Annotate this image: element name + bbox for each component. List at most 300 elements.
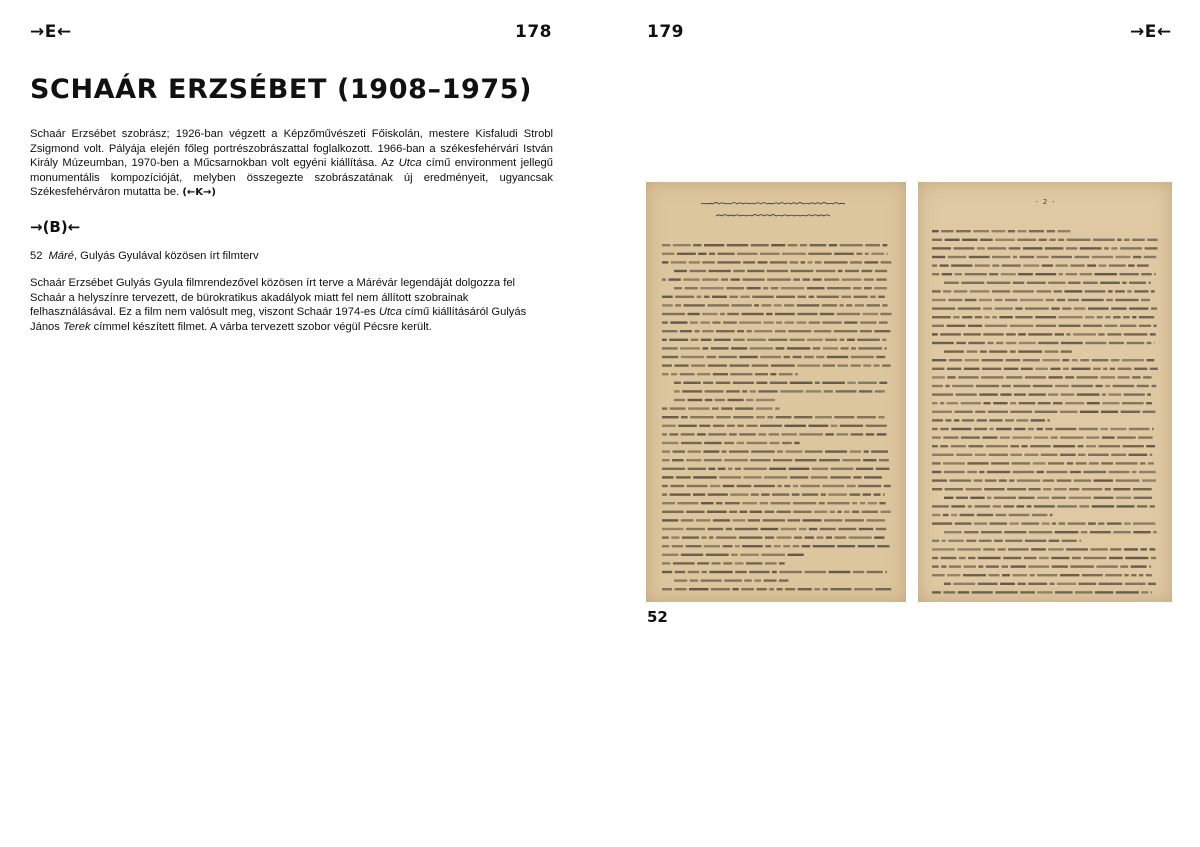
typed-word-mark: [1101, 411, 1118, 413]
typed-word-mark: [788, 554, 804, 556]
typed-word-mark: [662, 261, 668, 263]
typed-word-mark: [858, 382, 877, 384]
typed-word-mark: [733, 519, 746, 521]
typed-word-mark: [728, 468, 732, 470]
typed-word-mark: [790, 476, 808, 478]
typed-word-mark: [662, 536, 669, 538]
typed-word-mark: [1103, 368, 1107, 370]
typed-word-mark: [985, 316, 990, 318]
typed-word-mark: [1055, 385, 1069, 387]
typed-word-mark: [1095, 591, 1113, 593]
typed-word-mark: [881, 511, 891, 513]
typed-word-mark: [1068, 299, 1079, 301]
typed-word-mark: [1077, 376, 1099, 378]
typed-word-mark: [1109, 342, 1124, 344]
typed-word-mark: [765, 536, 774, 538]
typed-word-mark: [979, 393, 998, 395]
typed-word-mark: [683, 382, 700, 384]
typed-word-mark: [1117, 436, 1136, 438]
typed-word-mark: [748, 519, 760, 521]
typed-word-mark: [1139, 316, 1154, 318]
typed-word-mark: [1004, 531, 1026, 533]
typed-word-mark: [1058, 239, 1064, 241]
typed-word-mark: [867, 571, 883, 573]
typed-word-mark: [837, 313, 860, 315]
typed-word-mark: [1105, 488, 1111, 490]
typed-word-mark: [784, 304, 794, 306]
typed-word-mark: [840, 304, 844, 306]
typed-word-mark: [712, 407, 719, 409]
typed-word-mark: [1051, 307, 1059, 309]
typed-word-mark: [760, 502, 769, 504]
typed-word-mark: [1028, 565, 1049, 567]
typed-word-mark: [803, 519, 822, 521]
typed-word-mark: [776, 347, 785, 349]
typed-word-mark: [724, 442, 734, 444]
typed-word-mark: [793, 278, 800, 280]
typed-word-mark: [941, 230, 953, 232]
typed-word-mark: [874, 364, 880, 366]
typed-word-mark: [1021, 368, 1033, 370]
typed-word-mark: [932, 385, 943, 387]
typed-word-mark: [702, 313, 717, 315]
typed-word-mark: [859, 390, 872, 392]
typed-word-mark: [1146, 574, 1152, 576]
typed-word-mark: [975, 454, 986, 456]
typed-word-mark: [879, 502, 885, 504]
typed-word-mark: [932, 479, 947, 481]
typed-word-mark: [742, 313, 764, 315]
typed-word-mark: [988, 342, 994, 344]
typed-word-mark: [760, 253, 780, 255]
typed-word-mark: [969, 256, 990, 258]
typed-word-mark: [689, 588, 708, 590]
typed-word-mark: [976, 385, 999, 387]
typed-word-mark: [686, 459, 701, 461]
typed-word-mark: [761, 493, 769, 495]
typed-word-mark: [943, 591, 955, 593]
typed-word-mark: [1154, 325, 1157, 327]
typed-word-mark: [710, 485, 720, 487]
typed-word-mark: [1149, 565, 1151, 567]
typed-word-mark: [1066, 548, 1088, 550]
typed-word-mark: [777, 536, 792, 538]
typed-word-mark: [662, 476, 674, 478]
section-mark: →(B)←: [30, 218, 81, 236]
typed-word-mark: [932, 557, 938, 559]
typed-word-mark: [932, 522, 952, 524]
typed-word-mark: [859, 528, 873, 530]
typed-word-mark: [681, 433, 695, 435]
typed-word-mark: [662, 511, 684, 513]
typed-word-mark: [708, 528, 724, 530]
typed-word-mark: [737, 425, 743, 427]
typed-word-mark: [1132, 316, 1136, 318]
typed-word-mark: [1139, 574, 1143, 576]
typed-word-mark: [704, 459, 722, 461]
typed-word-mark: [723, 321, 737, 323]
typed-word-mark: [714, 339, 731, 341]
typed-word-mark: [702, 571, 707, 573]
typed-word-mark: [792, 493, 800, 495]
typed-word-mark: [875, 270, 887, 272]
typed-word-mark: [1142, 479, 1156, 481]
typed-word-mark: [662, 373, 669, 375]
typed-word-mark: [1149, 282, 1151, 284]
typed-word-mark: [987, 471, 1010, 473]
typed-word-mark: [964, 368, 980, 370]
typed-word-mark: [1100, 282, 1120, 284]
typed-word-mark: [717, 261, 740, 263]
typed-word-mark: [836, 433, 848, 435]
typed-word-mark: [732, 304, 752, 306]
typed-word-mark: [674, 270, 687, 272]
typed-word-mark: [742, 278, 764, 280]
typed-word-mark: [1065, 402, 1084, 404]
typed-word-mark: [678, 502, 699, 504]
typed-word-mark: [932, 411, 952, 413]
typed-word-mark: [1065, 376, 1074, 378]
typed-word-mark: [977, 419, 987, 421]
typed-word-mark: [986, 445, 1008, 447]
typed-word-mark: [1151, 591, 1152, 593]
typed-word-mark: [721, 407, 732, 409]
typed-word-mark: [1152, 428, 1154, 430]
typed-word-mark: [1148, 462, 1154, 464]
typed-word-mark: [1033, 385, 1053, 387]
typed-word-mark: [824, 278, 839, 280]
typed-word-mark: [1049, 540, 1060, 542]
typed-word-mark: [1070, 471, 1081, 473]
typed-word-mark: [1010, 445, 1019, 447]
typescript-page-2-image: [918, 182, 1172, 602]
typed-word-mark: [1102, 436, 1115, 438]
typed-word-mark: [966, 540, 976, 542]
typed-word-mark: [980, 239, 993, 241]
typed-word-mark: [731, 278, 740, 280]
typed-word-mark: [1018, 230, 1027, 232]
typed-word-mark: [1117, 505, 1135, 507]
typed-word-mark: [735, 407, 753, 409]
typed-word-mark: [864, 476, 882, 478]
typed-word-mark: [1115, 299, 1138, 301]
typed-word-mark: [750, 347, 773, 349]
typed-word-mark: [1108, 393, 1121, 395]
typed-word-mark: [697, 296, 702, 298]
typed-word-mark: [863, 459, 876, 461]
typed-word-mark: [735, 545, 740, 547]
typed-word-mark: [777, 450, 783, 452]
typed-word-mark: [799, 433, 823, 435]
typed-word-mark: [824, 261, 848, 263]
typed-word-mark: [676, 476, 691, 478]
typed-word-mark: [991, 462, 1009, 464]
typed-word-mark: [1023, 264, 1039, 266]
typed-word-mark: [788, 330, 811, 332]
typed-word-mark: [764, 321, 774, 323]
typed-word-mark: [662, 330, 677, 332]
typed-word-mark: [878, 296, 885, 298]
typed-word-mark: [880, 313, 891, 315]
typed-word-mark: [978, 583, 998, 585]
typed-word-mark: [688, 407, 709, 409]
typed-word-mark: [712, 562, 721, 564]
typed-word-mark: [992, 316, 997, 318]
typed-word-mark: [1039, 557, 1049, 559]
typed-word-mark: [1117, 239, 1121, 241]
typed-word-mark: [830, 476, 851, 478]
typed-word-mark: [703, 382, 713, 384]
typed-word-mark: [708, 364, 727, 366]
typed-word-mark: [1063, 368, 1069, 370]
typed-word-mark: [1139, 325, 1151, 327]
typed-word-mark: [1129, 428, 1150, 430]
typed-word-mark: [1138, 436, 1152, 438]
typed-word-mark: [944, 350, 964, 352]
typed-word-mark: [874, 536, 884, 538]
typed-word-mark: [932, 247, 951, 249]
typed-word-mark: [812, 468, 828, 470]
typed-word-mark: [681, 416, 688, 418]
typed-word-mark: [982, 368, 1001, 370]
typed-word-mark: [787, 347, 810, 349]
typed-word-mark: [853, 287, 862, 289]
typed-word-mark: [1090, 531, 1111, 533]
typed-word-mark: [794, 442, 799, 444]
typed-word-mark: [720, 313, 725, 315]
typed-word-mark: [662, 313, 685, 315]
typed-word-mark: [954, 247, 975, 249]
handwritten-heading-stroke: [716, 215, 830, 216]
typed-word-mark: [947, 402, 959, 404]
typed-word-mark: [1048, 462, 1064, 464]
typed-word-mark: [951, 445, 966, 447]
typed-word-mark: [793, 545, 800, 547]
typed-word-mark: [807, 287, 825, 289]
typed-word-mark: [1133, 522, 1155, 524]
typed-word-mark: [1017, 239, 1036, 241]
typed-word-mark: [760, 356, 781, 358]
typed-word-mark: [979, 299, 992, 301]
typed-word-mark: [874, 330, 890, 332]
typed-word-mark: [994, 497, 1016, 499]
typed-word-mark: [716, 536, 736, 538]
typed-word-mark: [830, 588, 851, 590]
typed-word-mark: [681, 356, 704, 358]
bio-italic-title: Utca: [398, 157, 422, 170]
typed-word-mark: [1013, 256, 1017, 258]
typed-word-mark: [940, 428, 949, 430]
typed-word-mark: [956, 230, 971, 232]
typed-word-mark: [831, 468, 854, 470]
typed-word-mark: [662, 588, 672, 590]
typed-word-mark: [1085, 290, 1106, 292]
typed-word-mark: [983, 548, 995, 550]
typed-word-mark: [1079, 428, 1098, 430]
typed-word-mark: [973, 230, 989, 232]
typed-word-mark: [864, 278, 874, 280]
typed-word-mark: [883, 244, 888, 246]
typed-word-mark: [1057, 505, 1077, 507]
typed-word-mark: [1090, 548, 1107, 550]
typed-word-mark: [662, 321, 668, 323]
typed-word-mark: [1107, 522, 1122, 524]
typed-word-mark: [1079, 540, 1081, 542]
typed-word-mark: [995, 239, 1015, 241]
typed-word-mark: [737, 330, 744, 332]
typed-word-mark: [1093, 368, 1101, 370]
typed-word-mark: [671, 261, 687, 263]
typed-word-mark: [1096, 565, 1117, 567]
typed-word-mark: [662, 468, 685, 470]
typed-word-mark: [690, 321, 698, 323]
handwritten-heading-stroke: [701, 203, 845, 204]
typed-word-mark: [932, 428, 938, 430]
typed-word-mark: [1125, 583, 1146, 585]
typed-word-mark: [1058, 230, 1071, 232]
typed-word-mark: [1129, 307, 1148, 309]
typed-word-mark: [985, 325, 1008, 327]
typed-word-mark: [1150, 454, 1153, 456]
typed-word-mark: [744, 476, 762, 478]
typed-word-mark: [1043, 479, 1055, 481]
typed-word-mark: [662, 528, 683, 530]
typed-word-mark: [760, 425, 782, 427]
typed-word-mark: [1083, 282, 1098, 284]
typed-word-mark: [718, 468, 726, 470]
typed-word-mark: [858, 545, 875, 547]
typed-word-mark: [967, 462, 988, 464]
typed-word-mark: [708, 493, 728, 495]
typed-word-mark: [945, 488, 963, 490]
typed-word-mark: [1066, 273, 1078, 275]
typed-word-mark: [793, 485, 798, 487]
typed-word-mark: [992, 256, 1010, 258]
typed-word-mark: [808, 261, 813, 263]
typed-word-mark: [774, 304, 782, 306]
typed-word-mark: [962, 316, 972, 318]
typed-word-mark: [674, 287, 682, 289]
typed-word-mark: [956, 497, 968, 499]
typed-word-mark: [702, 330, 713, 332]
typed-word-mark: [885, 347, 887, 349]
typed-word-mark: [1116, 256, 1131, 258]
typed-word-mark: [951, 505, 965, 507]
typed-word-mark: [1075, 591, 1093, 593]
typed-word-mark: [1037, 471, 1044, 473]
typed-word-mark: [1150, 333, 1156, 335]
typed-word-mark: [1037, 290, 1052, 292]
typed-word-mark: [932, 488, 942, 490]
typed-word-mark: [1088, 454, 1109, 456]
typed-word-mark: [725, 502, 740, 504]
typed-word-mark: [751, 493, 759, 495]
typed-word-mark: [1071, 385, 1093, 387]
typed-word-mark: [779, 562, 785, 564]
typed-word-mark: [662, 493, 667, 495]
typed-word-mark: [1111, 359, 1120, 361]
typed-word-mark: [1045, 247, 1064, 249]
typed-word-mark: [716, 502, 722, 504]
typed-word-mark: [688, 313, 700, 315]
typed-word-mark: [688, 399, 703, 401]
typed-word-mark: [1018, 350, 1042, 352]
typed-word-mark: [764, 476, 787, 478]
typed-word-mark: [1030, 574, 1035, 576]
typed-word-mark: [1122, 282, 1126, 284]
typed-word-mark: [968, 325, 982, 327]
typed-word-mark: [988, 574, 999, 576]
typed-word-mark: [840, 244, 863, 246]
typed-word-mark: [1060, 574, 1080, 576]
typed-word-mark: [697, 373, 710, 375]
typed-word-mark: [1067, 239, 1091, 241]
typed-word-mark: [704, 296, 710, 298]
typed-word-mark: [712, 296, 727, 298]
typed-word-mark: [771, 502, 791, 504]
typed-word-mark: [784, 425, 806, 427]
typed-word-mark: [828, 493, 847, 495]
typed-word-mark: [737, 253, 757, 255]
typed-word-mark: [671, 373, 677, 375]
typed-word-mark: [1017, 479, 1040, 481]
typed-word-mark: [723, 485, 734, 487]
typed-word-mark: [1013, 385, 1030, 387]
typed-word-mark: [863, 493, 871, 495]
typed-word-mark: [819, 502, 825, 504]
typed-word-mark: [662, 554, 678, 556]
typed-word-mark: [824, 390, 833, 392]
typed-word-mark: [817, 296, 839, 298]
typed-word-mark: [708, 304, 730, 306]
typed-word-mark: [703, 347, 709, 349]
typed-word-mark: [844, 511, 850, 513]
typed-word-mark: [932, 299, 946, 301]
typed-word-mark: [1143, 411, 1156, 413]
typed-word-mark: [1137, 385, 1149, 387]
typed-word-mark: [995, 307, 1013, 309]
typed-word-mark: [1039, 239, 1047, 241]
typed-word-mark: [1076, 462, 1087, 464]
typed-word-mark: [775, 330, 786, 332]
typed-word-mark: [1055, 531, 1079, 533]
typed-word-mark: [1064, 290, 1082, 292]
typed-word-mark: [1153, 531, 1157, 533]
typed-word-mark: [747, 339, 766, 341]
typed-word-mark: [968, 445, 983, 447]
typed-word-mark: [854, 588, 873, 590]
typed-word-mark: [851, 347, 856, 349]
typed-word-mark: [675, 304, 681, 306]
typed-word-mark: [704, 442, 721, 444]
typed-word-mark: [961, 282, 984, 284]
typed-word-mark: [978, 557, 1001, 559]
typed-word-mark: [1045, 350, 1059, 352]
typed-word-mark: [662, 450, 670, 452]
typed-word-mark: [1122, 359, 1144, 361]
typed-word-mark: [747, 442, 768, 444]
typed-word-mark: [1150, 505, 1155, 507]
typed-word-mark: [829, 244, 837, 246]
typed-word-mark: [1025, 376, 1046, 378]
typed-word-mark: [845, 519, 864, 521]
typed-word-mark: [790, 339, 805, 341]
typed-word-mark: [1053, 402, 1063, 404]
typed-word-mark: [1062, 307, 1071, 309]
typed-word-mark: [1101, 376, 1116, 378]
typed-word-mark: [941, 557, 957, 559]
typed-word-mark: [1018, 273, 1033, 275]
